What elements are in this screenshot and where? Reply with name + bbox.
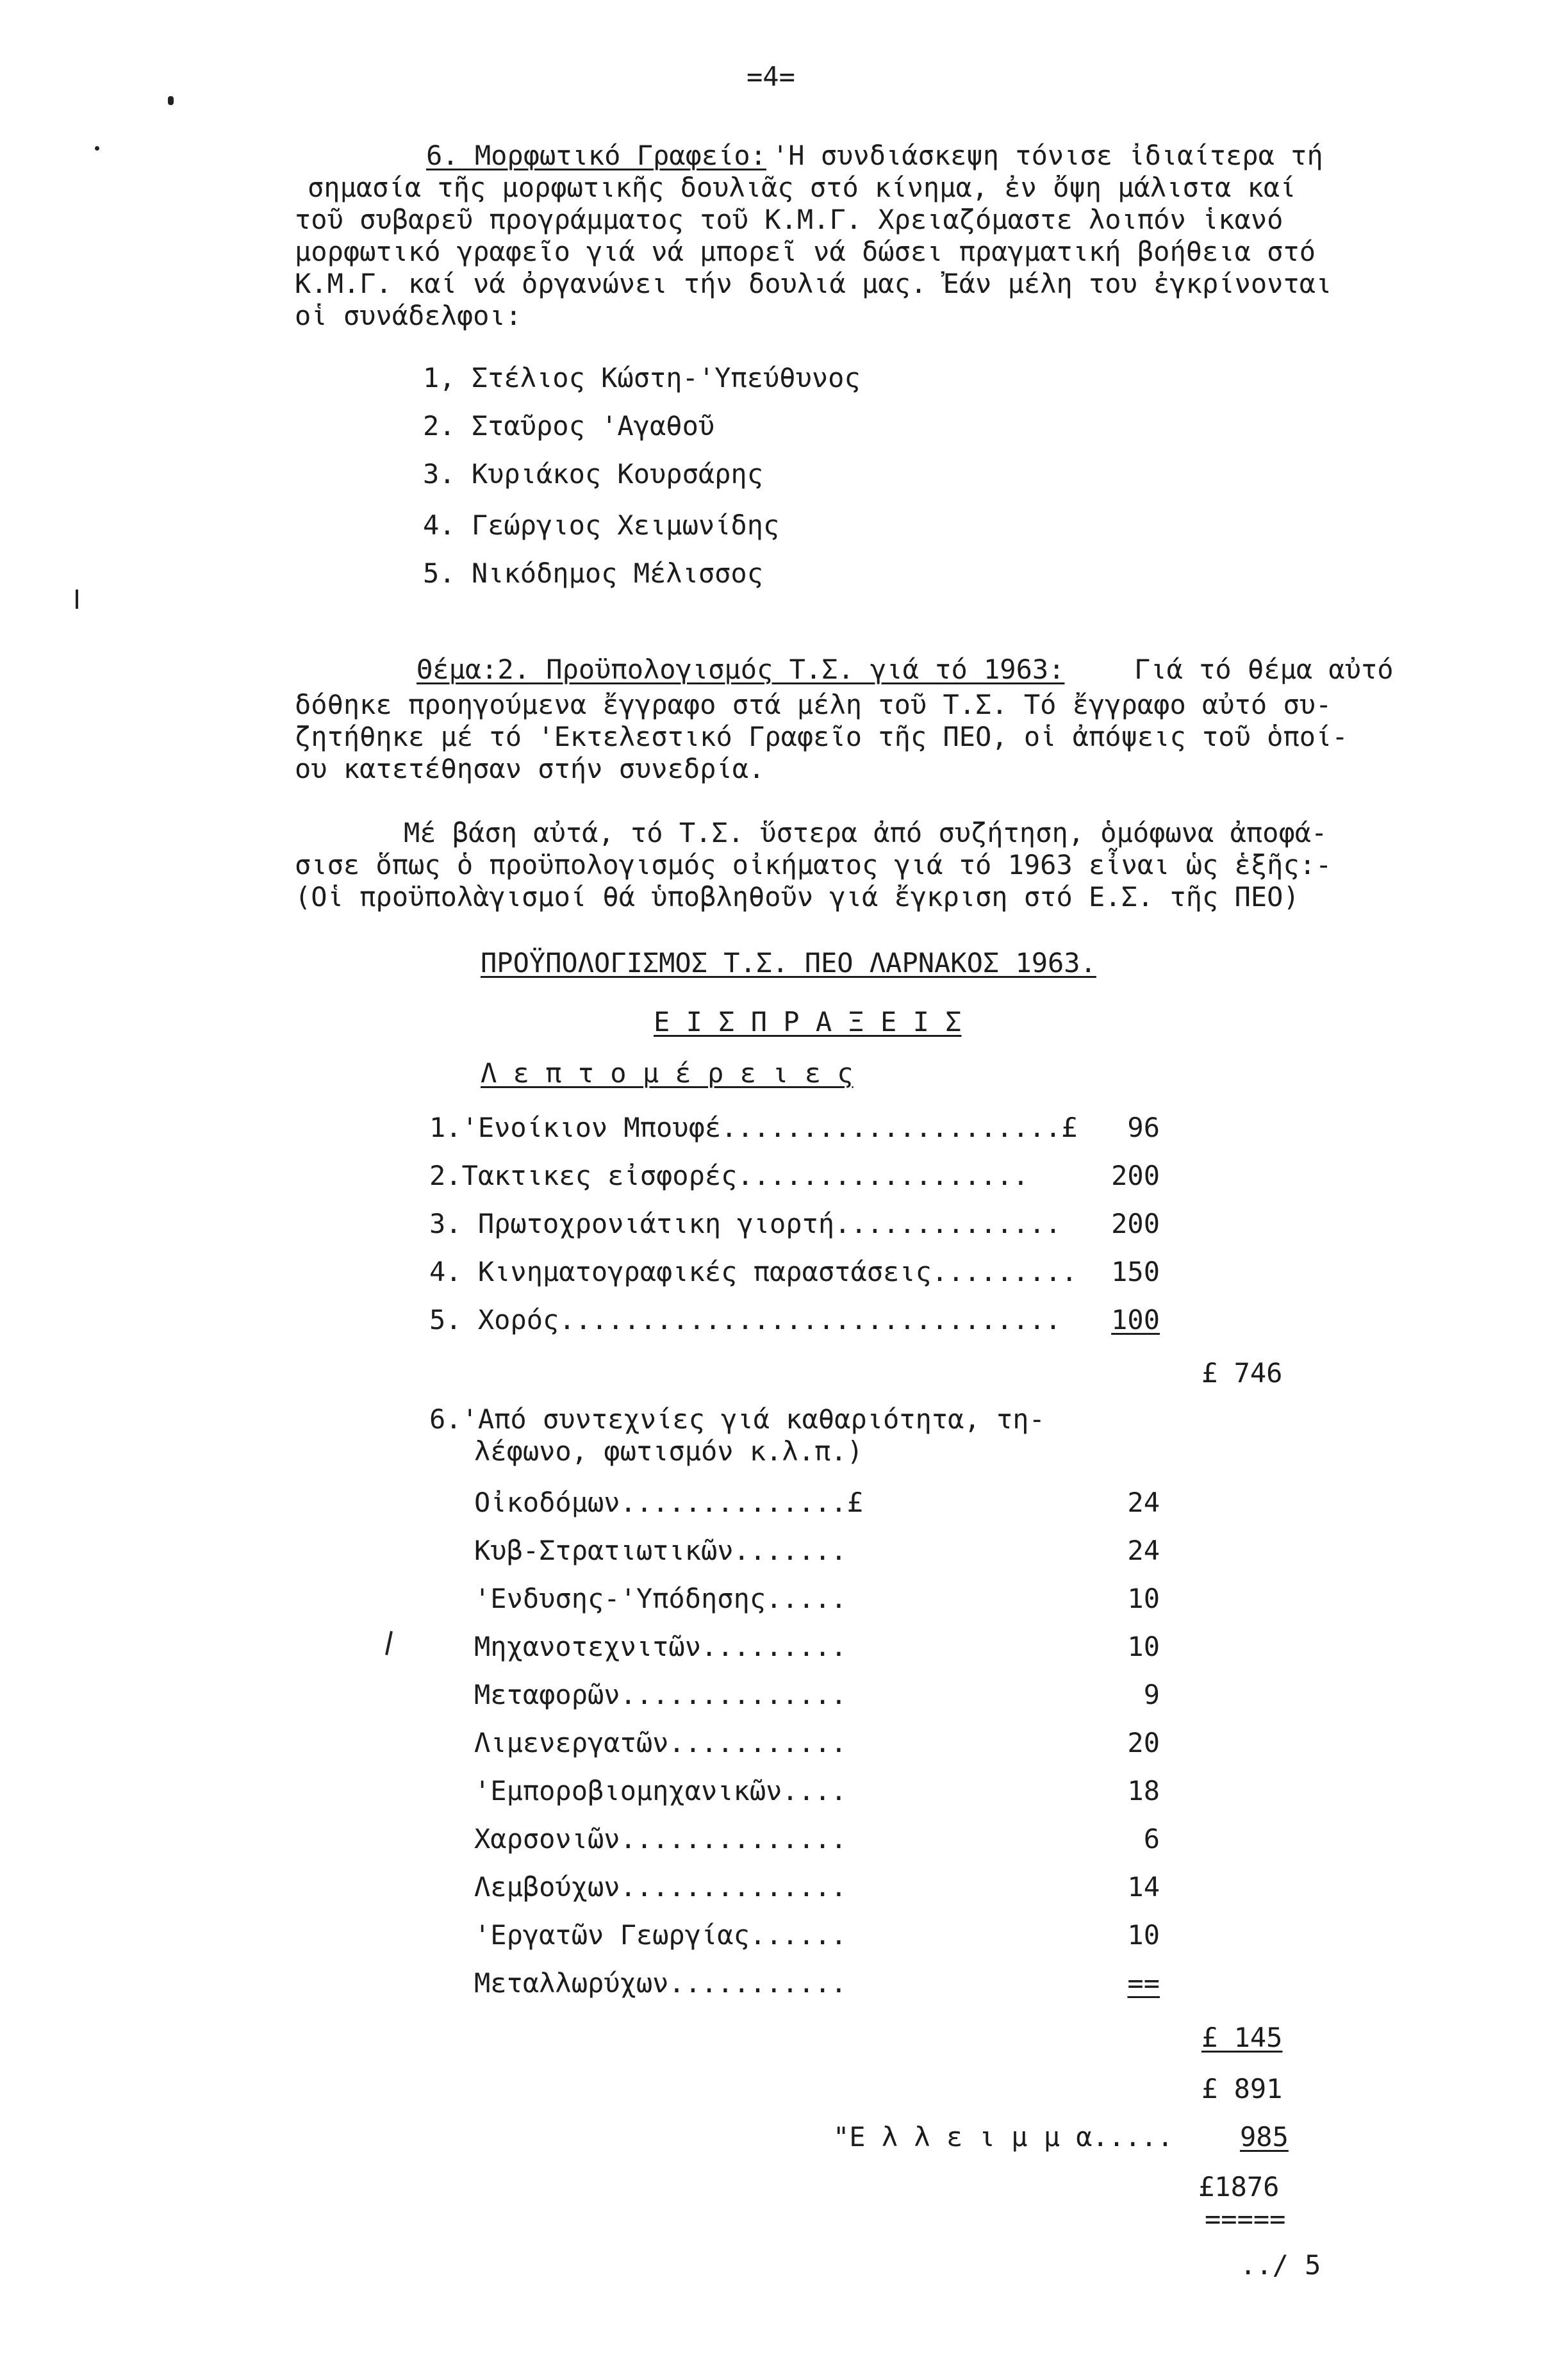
total-income: £ 891 <box>1201 2073 1283 2104</box>
member-item: 4. Γεώργιος Χειμωνίδης <box>423 509 780 541</box>
topic2-line: ζητήθηκε μέ τό 'Εκτελεστικό Γραφεῖο τῆς ΠΕΟ, οἱ ἀπόψεις τοῦ ὁποί- <box>295 721 1348 752</box>
decision-line: σισε ὅπως ὁ προϋπολογισμός οἰκήματος γιά τό 1963 εἶναι ὡς ἑξῆς:- <box>295 849 1332 880</box>
topic2-line: Γιά τό θέμα αὐτό <box>1134 654 1394 685</box>
topic2-title: Θέμα:2. Προϋπολογισμός Τ.Σ. γιά τό 1963: <box>417 654 1065 685</box>
continued-marker: ../ 5 <box>1240 2249 1321 2281</box>
income-item-label: 3. Πρωτοχρονιάτικη γιορτή.............. <box>429 1208 1062 1239</box>
decision-line: Μέ βάση αὐτά, τό Τ.Σ. ὕστερα ἀπό συζήτηση, ὁμόφωνα ἀποφά- <box>404 817 1328 848</box>
scan-dot <box>95 146 99 151</box>
scan-mark <box>76 590 78 609</box>
union-label: Χαρσονιῶν.............. <box>474 1823 847 1855</box>
topic2-line: ου κατετέθησαν στήν συνεδρία. <box>295 753 765 784</box>
union-amount: == <box>1127 1967 1160 1999</box>
income-heading: Ε Ι Σ Π Ρ Α Ξ Ε Ι Σ <box>654 1006 962 1037</box>
page-number: =4= <box>747 61 795 92</box>
decision-line: (Οἱ προϋπολὰγισμοί θά ὑποβληθοῦν γιά ἔγκριση στό Ε.Σ. τῆς ΠΕΟ) <box>295 881 1300 913</box>
member-item: 1, Στέλιος Κώστη-'Υπεύθυνος <box>423 362 861 393</box>
income-item-label: 5. Χορός............................... <box>429 1304 1062 1335</box>
income-item-amount: 200 <box>1111 1160 1160 1191</box>
unions-total: £ 145 <box>1201 2022 1283 2053</box>
income-item-amount: 100 <box>1111 1304 1160 1335</box>
union-amount: 6 <box>1143 1823 1160 1855</box>
scan-mark <box>385 1631 393 1655</box>
union-amount: 10 <box>1127 1919 1160 1951</box>
grand-total-rule: ===== <box>1205 2203 1286 2235</box>
union-label: Λιμενεργατῶν........... <box>474 1727 847 1758</box>
union-amount: 20 <box>1127 1727 1160 1758</box>
union-label: Λεμβούχων.............. <box>474 1871 847 1903</box>
member-item: 2. Σταῦρος 'Αγαθοῦ <box>423 410 715 442</box>
scan-dot <box>168 96 174 105</box>
income-item-label: 1.'Ενοίκιον Μπουφέ.....................£ <box>429 1112 1078 1143</box>
union-label: Μεταλλωρύχων........... <box>474 1967 847 1999</box>
income-item-amount: 96 <box>1127 1112 1160 1143</box>
section6-line: μορφωτικό γραφεῖο γιά νά μπορεῖ νά δώσει πραγματική βοήθεια στό <box>295 236 1316 267</box>
section6-title: 6. Μορφωτικό Γραφείο: <box>426 140 767 171</box>
unions-intro: λέφωνο, φωτισμόν κ.λ.π.) <box>474 1435 863 1467</box>
grand-total: £1876 <box>1198 2171 1280 2202</box>
section6-line: τοῦ συβαρεῦ προγράμματος τοῦ Κ.Μ.Γ. Χρειαζόμαστε λοιπόν ἱκανό <box>295 204 1283 235</box>
deficit-label: "Ε λ λ ε ι μ μ α..... <box>833 2121 1174 2153</box>
budget-title: ΠΡΟΫΠΟΛΟΓΙΣΜΟΣ Τ.Σ. ΠΕΟ ΛΑΡΝΑΚΟΣ 1963. <box>481 947 1096 979</box>
section6-line: σημασία τῆς μορφωτικῆς δουλιᾶς στό κίνημα, ἐν ὄψη μάλιστα καί <box>308 172 1296 203</box>
section6-line: 'Η συνδιάσκεψη τόνισε ἰδιαίτερα τή <box>772 140 1323 171</box>
union-amount: 9 <box>1143 1679 1160 1710</box>
union-label: Οἰκοδόμων..............£ <box>474 1487 863 1518</box>
section6-line: Κ.Μ.Γ. καί νά ὀργανώνει τήν δουλιά μας. Ἐάν μέλη του ἐγκρίνονται <box>295 268 1332 299</box>
topic2-line: δόθηκε προηγούμενα ἔγγραφο στά μέλη τοῦ Τ.Σ. Τό ἔγγραφο αὐτό συ- <box>295 689 1332 720</box>
section6-line: οἱ συνάδελφοι: <box>295 300 522 331</box>
union-amount: 14 <box>1127 1871 1160 1903</box>
union-amount: 10 <box>1127 1631 1160 1662</box>
deficit-amount: 985 <box>1240 2121 1289 2153</box>
union-label: 'Ενδυσης-'Υπόδησης..... <box>474 1583 847 1614</box>
member-item: 5. Νικόδημος Μέλισσος <box>423 558 764 589</box>
unions-intro: 6.'Από συντεχνίες γιά καθαριότητα, τη- <box>429 1403 1045 1435</box>
union-amount: 10 <box>1127 1583 1160 1614</box>
income-item-label: 2.Τακτικες εἰσφορές.................. <box>429 1160 1029 1191</box>
union-amount: 18 <box>1127 1775 1160 1806</box>
union-amount: 24 <box>1127 1487 1160 1518</box>
union-amount: 24 <box>1127 1535 1160 1566</box>
union-label: 'Εργατῶν Γεωργίας...... <box>474 1919 847 1951</box>
income-item-amount: 150 <box>1111 1256 1160 1287</box>
income-item-amount: 200 <box>1111 1208 1160 1239</box>
union-label: 'Εμποροβιομηχανικῶν.... <box>474 1775 847 1806</box>
member-item: 3. Κυριάκος Κουρσάρης <box>423 458 764 490</box>
union-label: Κυβ-Στρατιωτικῶν....... <box>474 1535 847 1566</box>
income-item-label: 4. Κινηματογραφικές παραστάσεις......... <box>429 1256 1078 1287</box>
union-label: Μεταφορῶν.............. <box>474 1679 847 1710</box>
income-subtotal: £ 746 <box>1201 1357 1283 1389</box>
details-heading: Λ ε π τ ο μ έ ρ ε ι ε ς <box>481 1057 854 1089</box>
union-label: Μηχανοτεχνιτῶν......... <box>474 1631 847 1662</box>
